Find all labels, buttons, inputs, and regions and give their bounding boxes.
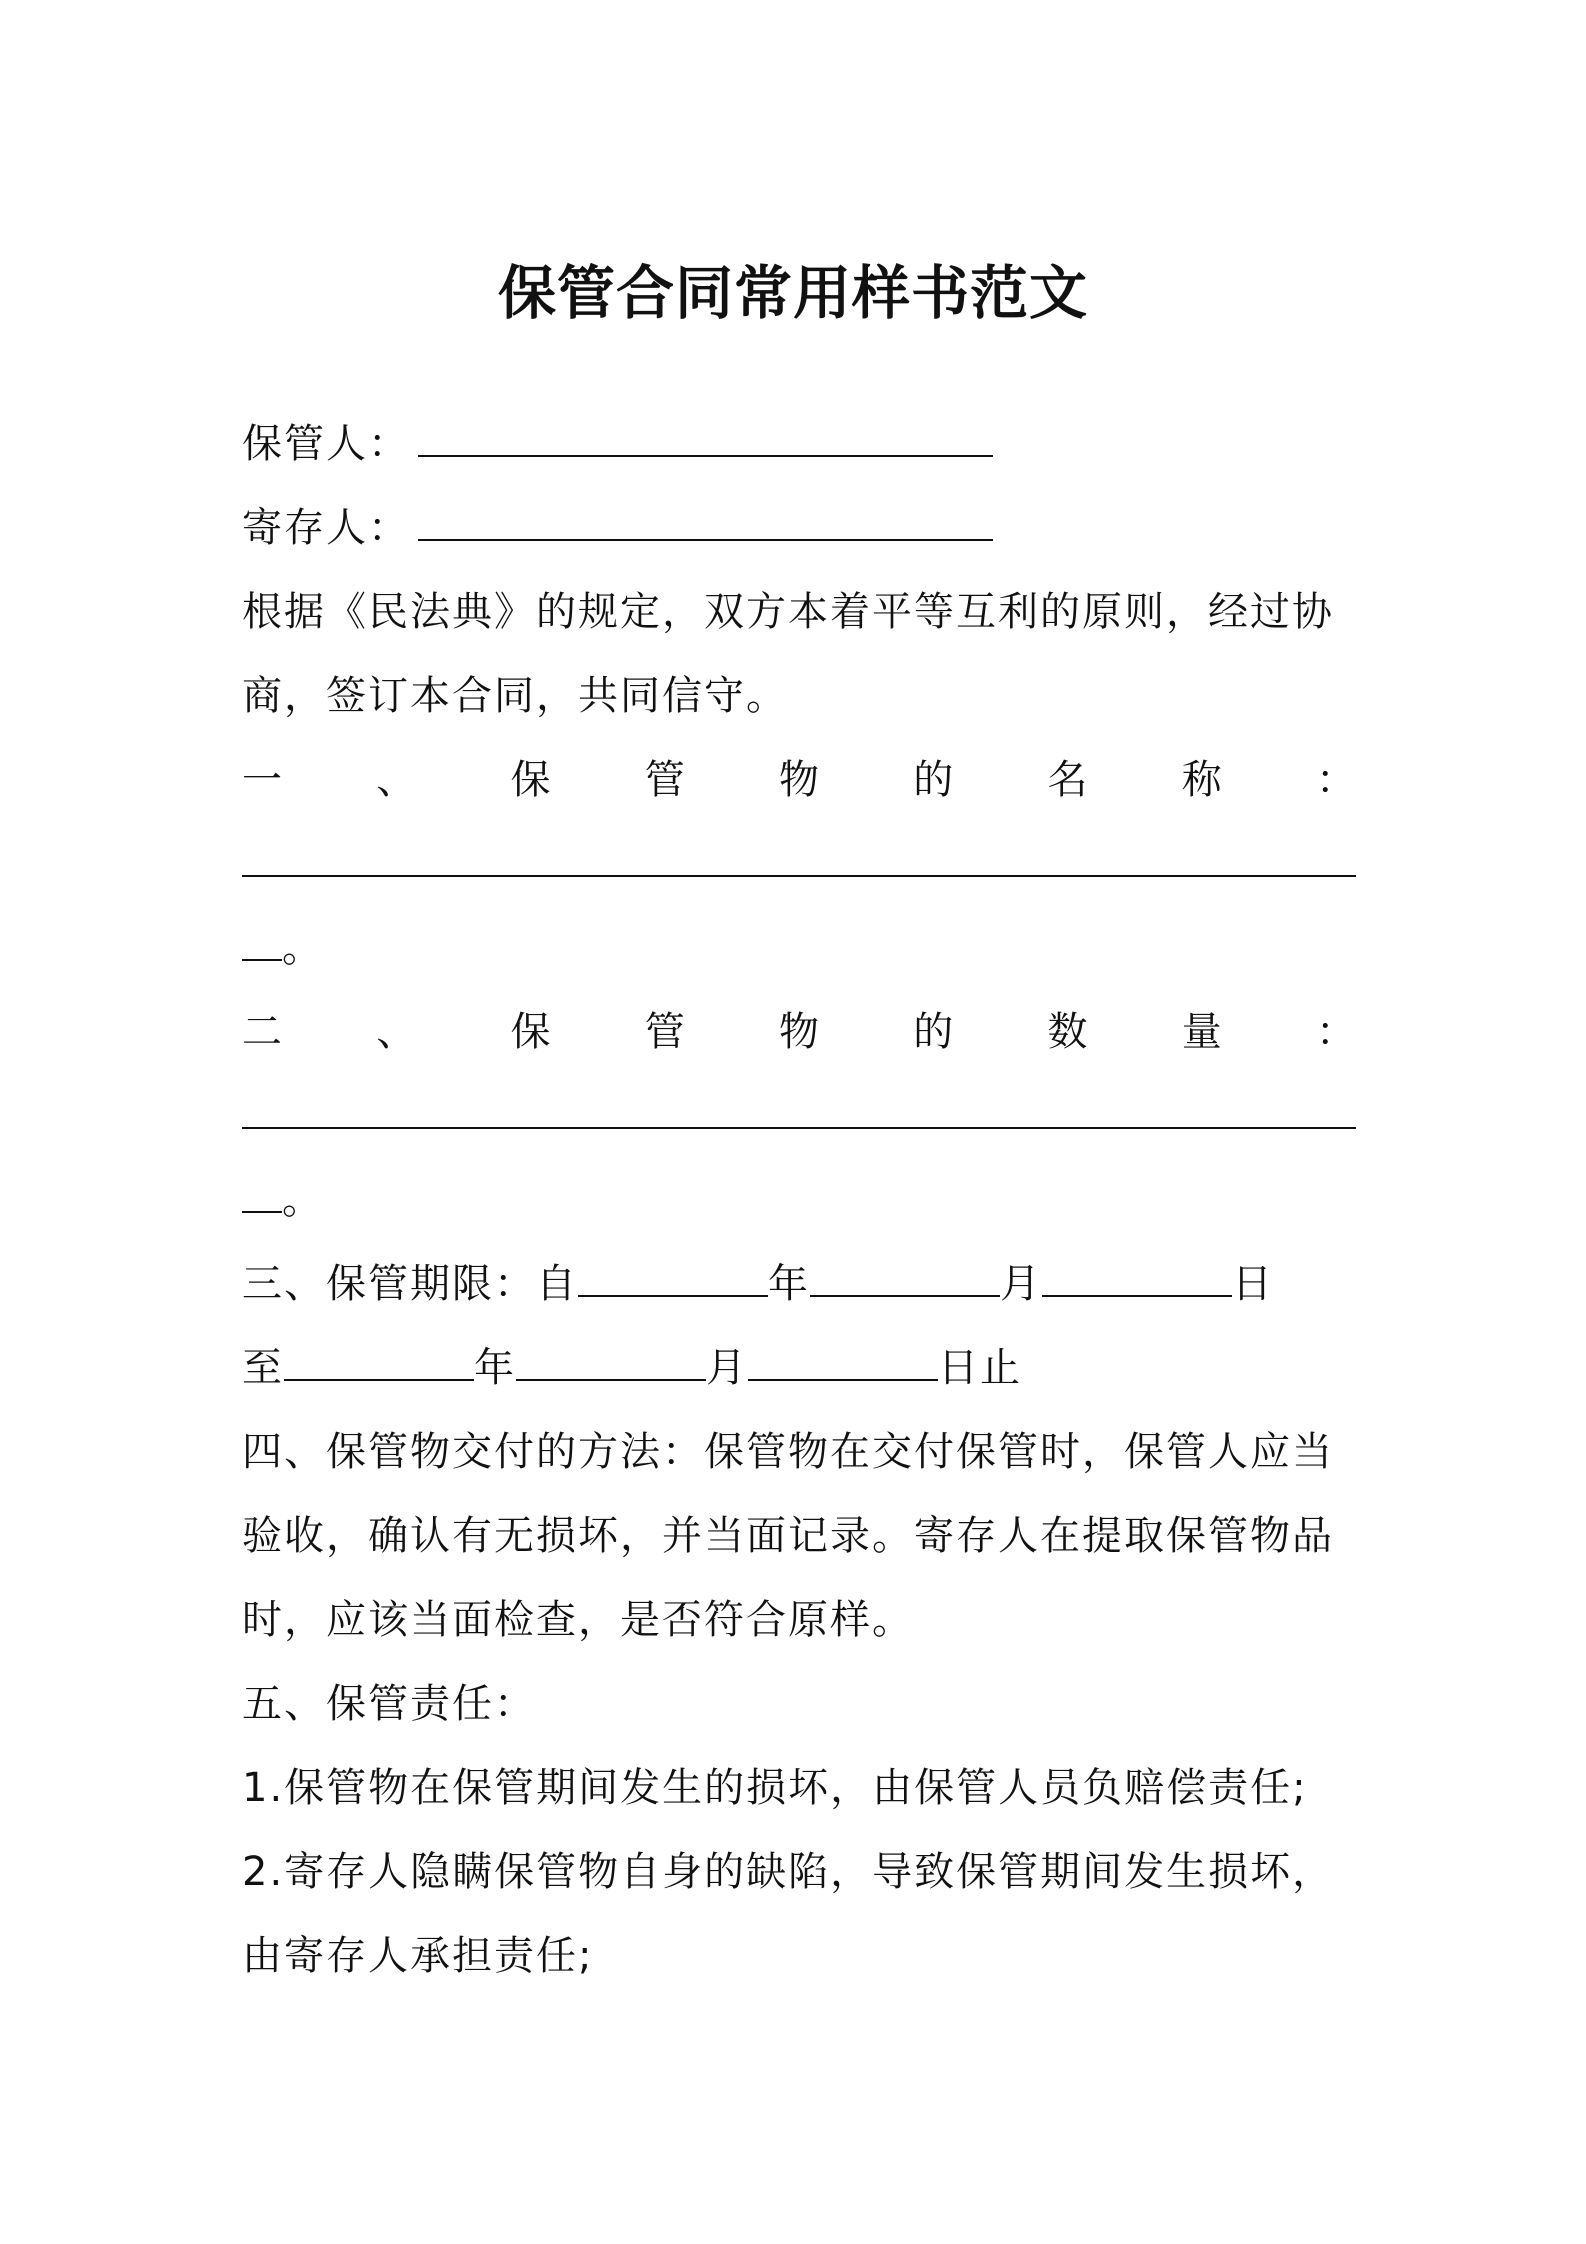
clause-2-heading [242, 990, 1358, 1074]
clause-1-char: 的 [913, 757, 956, 803]
term-label: 三、保管期限：自 [242, 1261, 578, 1307]
depositor-blank[interactable] [418, 495, 993, 541]
day-end-label: 日止 [938, 1345, 1022, 1391]
clause-1-char: ： [1316, 757, 1358, 803]
clause-5-heading: 五、保管责任： [242, 1681, 536, 1727]
clause-3-line-1 [242, 1242, 1358, 1326]
to-label: 至 [242, 1345, 284, 1391]
clause-3-line-2 [242, 1326, 1358, 1410]
clause-2-char: 、 [376, 1009, 419, 1055]
custodian-label: 保管人： [242, 421, 410, 467]
clause-4-line-2: 验收，确认有无损坏，并当面记录。寄存人在提取保管物品 [242, 1513, 1334, 1559]
document-title: 保管合同常用样书范文 [497, 259, 1088, 327]
custodian-line [242, 402, 1358, 486]
intro-line-1: 根据《民法典》的规定，双方本着平等互利的原则，经过协 [242, 589, 1334, 635]
clause-2-char: 量 [1181, 1009, 1224, 1055]
item-name-blank[interactable] [242, 831, 1356, 877]
month-label: 月 [1000, 1261, 1042, 1307]
end-year-blank[interactable] [284, 1335, 474, 1381]
clause-2-char: 保 [510, 1009, 553, 1055]
depositor-line [242, 486, 1358, 570]
intro-line-2: 商，签订本合同，共同信守。 [242, 673, 788, 719]
end-day-blank[interactable] [748, 1335, 938, 1381]
end-month-blank[interactable] [516, 1335, 706, 1381]
clause-1-char: 、 [376, 757, 419, 803]
clause-1-end-line [242, 906, 1358, 990]
clause-2-char: 数 [1047, 1009, 1090, 1055]
quantity-blank-tail[interactable] [242, 1167, 282, 1213]
document-body [242, 402, 1358, 1998]
month-label: 月 [706, 1345, 748, 1391]
clause-2-char: 的 [913, 1009, 956, 1055]
clause-4-line-1: 四、保管物交付的方法：保管物在交付保管时，保管人应当 [242, 1429, 1334, 1475]
clause-2-char: 管 [644, 1009, 687, 1055]
clause-4-line-3: 时，应该当面检查，是否符合原样。 [242, 1597, 914, 1643]
custodian-blank[interactable] [418, 411, 993, 457]
clause-1-char: 管 [644, 757, 687, 803]
clause-1-char: 一 [242, 757, 284, 803]
clause-1-end-mark: 。 [282, 925, 324, 971]
clause-1-char: 保 [510, 757, 553, 803]
clause-1-char: 物 [779, 757, 821, 803]
clause-5-item-2-line-2: 由寄存人承担责任; [242, 1933, 594, 1979]
start-year-blank[interactable] [578, 1251, 768, 1297]
clause-1-char: 名 [1047, 757, 1090, 803]
clause-1-heading [242, 738, 1358, 822]
start-day-blank[interactable] [1042, 1251, 1232, 1297]
item-name-blank-tail[interactable] [242, 915, 282, 961]
depositor-label: 寄存人： [242, 505, 410, 551]
start-month-blank[interactable] [810, 1251, 1000, 1297]
clause-1-char: 称 [1181, 757, 1224, 803]
clause-2-end-mark: 。 [282, 1177, 324, 1223]
clause-2-char: ： [1316, 1009, 1358, 1055]
clause-2-char: 二 [242, 1009, 284, 1055]
day-label: 日 [1232, 1261, 1274, 1307]
year-label: 年 [474, 1345, 516, 1391]
clause-5-item-2-line-1: 2.寄存人隐瞒保管物自身的缺陷，导致保管期间发生损坏， [242, 1849, 1335, 1895]
clause-2-blank-line [242, 1074, 1358, 1158]
year-label: 年 [768, 1261, 810, 1307]
quantity-blank[interactable] [242, 1083, 1356, 1129]
clause-2-end-line [242, 1158, 1358, 1242]
clause-5-item-1: 1.保管物在保管期间发生的损坏，由保管人员负赔偿责任; [242, 1765, 1308, 1811]
clause-2-char: 物 [779, 1009, 821, 1055]
clause-1-blank-line [242, 822, 1358, 906]
